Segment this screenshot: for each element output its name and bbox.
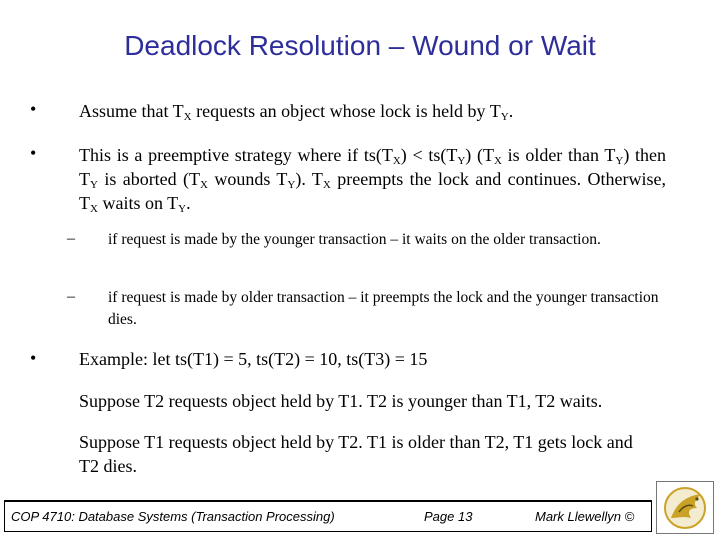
example-paragraph-2: Suppose T1 requests object held by T2. T1 is older than T2, T1 gets lock and T2 dies. bbox=[79, 432, 633, 476]
bullet-2-text: This is a preemptive strategy where if $ts(T_X) < ts(T_Y)$ ($T_X$ is older than $T_Y$) then $T_Y$ is aborted ($T_X$ wounds $T_Y$). $T_X$ preempts the lock and continues. Otherwise, $T_X$ waits on $T_Y$. bbox=[79, 145, 667, 215]
slide-footer bbox=[4, 500, 652, 532]
footer-course: COP 4710: Database Systems (Transaction Processing) bbox=[11, 509, 335, 524]
dash-icon: – bbox=[67, 288, 75, 305]
example-paragraph-1: Suppose T2 requests object held by T1. T2 is younger than T1, T2 waits. bbox=[79, 391, 603, 411]
sub-bullet-1-text: if request is made by the younger transaction – it waits on the older transaction. bbox=[108, 231, 601, 248]
bullet-3-text: Example: let ts(T1) = 5, ts(T2) = 10, ts(T3) = 15 bbox=[79, 349, 428, 369]
pegasus-logo-icon bbox=[656, 481, 714, 534]
bullet-icon: • bbox=[30, 348, 37, 368]
footer-author: Mark Llewellyn © bbox=[535, 509, 635, 524]
bullet-icon: • bbox=[30, 99, 37, 119]
sub-bullet-2-text: if request is made by older transaction – it preempts the lock and the younger transaction dies. bbox=[108, 289, 659, 328]
bullet-icon: • bbox=[30, 143, 37, 163]
footer-page-number: Page 13 bbox=[424, 509, 473, 524]
dash-icon: – bbox=[67, 230, 75, 247]
bullet-1-text: Assume that $T_X$ requests an object whose lock is held by $T_Y$. bbox=[79, 101, 514, 123]
slide-title: Deadlock Resolution – Wound or Wait bbox=[124, 30, 596, 61]
